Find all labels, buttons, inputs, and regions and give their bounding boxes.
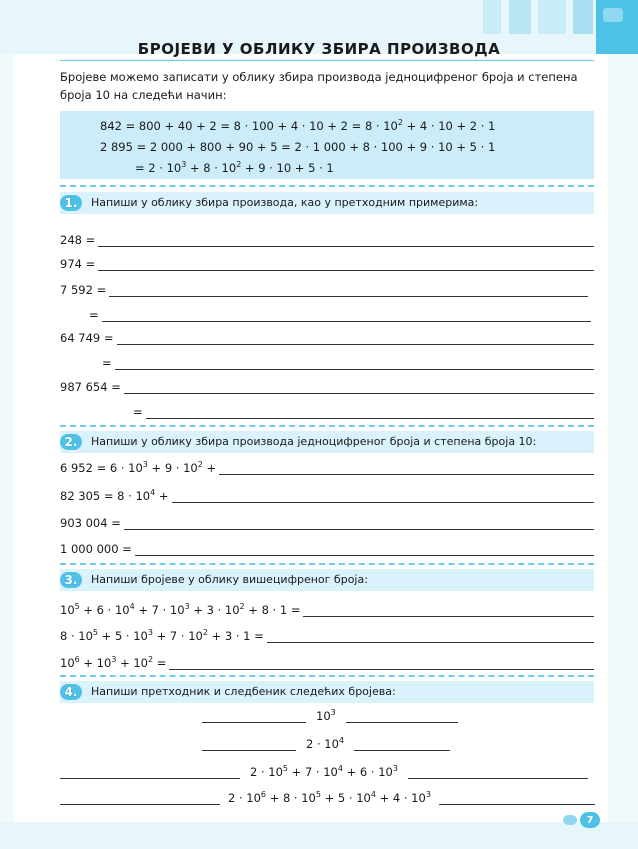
example-line-1: $842 = 800 + 40 + 2 = 8 \cdot 100 + 4 \cdot 10 + 2 = 8 \cdot 10^2 + 4 \cdot 10 + 2 \cdot 1$ (100, 118, 496, 133)
answer-line[interactable] (102, 309, 591, 322)
header-decoration (538, 0, 566, 34)
answer-line[interactable] (109, 284, 588, 297)
page-title: БРОЈЕВИ У ОБЛИКУ ЗБИРА ПРОИЗВОДА (137, 40, 501, 58)
answer-line[interactable] (135, 543, 594, 556)
header-decoration (483, 0, 501, 34)
answer-line[interactable] (146, 406, 594, 419)
intro-text: Бројеве можемо записати у облику збира производа једноцифреног броја и степена броја 10 на следећи начин: (60, 70, 578, 102)
successor-blank[interactable] (408, 766, 588, 779)
answer-line[interactable] (267, 630, 594, 643)
task-2-row: 6 $952 = 6 \cdot 10^3 + 9 \cdot 10^2$ + (60, 459, 594, 475)
task-1-instruction: Напиши у облику збира производа, као у претходним примерима: (91, 196, 479, 209)
task-1-row: = (102, 354, 594, 370)
task-1-row: 64 749 = (60, 329, 594, 345)
header-decoration (509, 0, 531, 34)
task-1-row: = (89, 306, 591, 322)
examples-panel (60, 111, 594, 179)
answer-line[interactable] (115, 357, 594, 370)
answer-line[interactable] (98, 258, 594, 271)
successor-blank[interactable] (439, 792, 595, 805)
task-3-instruction: Напиши бројеве у облику вишецифреног броја: (91, 573, 368, 586)
predecessor-blank[interactable] (202, 710, 306, 723)
answer-line[interactable] (169, 657, 594, 670)
task-1-row: 7 592 = (60, 281, 588, 297)
answer-line[interactable] (124, 517, 594, 530)
task-4-badge: 4. (60, 684, 82, 700)
task-1-row: 974 = (60, 255, 594, 271)
task-4-row: $10^3$ (202, 707, 458, 723)
header-decoration (573, 0, 593, 34)
left-margin-band (0, 54, 14, 844)
task-1-badge: 1. (60, 195, 82, 211)
task-3-row: $10^6 + 10^3 + 10^2$ = (60, 654, 594, 670)
task-1-row: = (133, 403, 594, 419)
predecessor-blank[interactable] (202, 738, 296, 751)
example-line-2: 2 895 = 2 000 + 800 + 90 + 5 = 2 · 1 000 + 8 · 100 + 9 · 10 + 5 · 1 (100, 140, 496, 154)
answer-line[interactable] (303, 604, 594, 617)
example-line-3: = $2 \cdot 10^3 + 8 \cdot 10^2 + 9 \cdot 10 + 5 \cdot 1$ (135, 160, 334, 175)
page-number: 7 (580, 812, 600, 828)
task-2-row: 903 004 = (60, 514, 594, 530)
answer-line[interactable] (117, 332, 594, 345)
task-4-instruction: Напиши претходник и следбеник следећих бројева: (91, 685, 396, 698)
right-margin-band (608, 54, 638, 844)
answer-line[interactable] (124, 381, 594, 394)
predecessor-blank[interactable] (60, 766, 240, 779)
answer-line[interactable] (98, 234, 594, 247)
section-divider (60, 185, 594, 187)
task-2-row: 82 $305 = 8 \cdot 10^4$ + (60, 487, 594, 503)
task-3-row: $10^5 + 6 \cdot 10^4 + 7 \cdot 10^3 + 3 \cdot 10^2 + 8 \cdot 1$ = (60, 601, 594, 617)
task-3-badge: 3. (60, 572, 82, 588)
header-decoration (603, 8, 623, 22)
section-divider (60, 563, 594, 565)
section-divider (60, 675, 594, 677)
predecessor-blank[interactable] (60, 792, 220, 805)
successor-blank[interactable] (346, 710, 458, 723)
task-2-instruction: Напиши у облику збира производа једноцифреног броја и степена броја 10: (91, 435, 537, 448)
title-divider (60, 60, 594, 61)
task-1-row: 987 654 = (60, 378, 594, 394)
footer-band (0, 822, 638, 849)
task-2-row: 1 000 000 = (60, 540, 594, 556)
task-4-row: $2 \cdot 10^6 + 8 \cdot 10^5 + 5 \cdot 10^4 + 4 \cdot 10^3$ (60, 789, 595, 805)
task-4-row: $2 \cdot 10^5 + 7 \cdot 10^4 + 6 \cdot 10^3$ (60, 763, 588, 779)
task-1-row: 248 = (60, 231, 594, 247)
task-4-row: $2 \cdot 10^4$ (202, 735, 450, 751)
successor-blank[interactable] (354, 738, 450, 751)
answer-line[interactable] (172, 490, 595, 503)
answer-line[interactable] (219, 462, 594, 475)
task-3-row: $8 \cdot 10^5 + 5 \cdot 10^3 + 7 \cdot 10^2 + 3 \cdot 1$ = (60, 627, 594, 643)
task-2-badge: 2. (60, 434, 82, 450)
page-number-decoration (563, 815, 577, 825)
section-divider (60, 425, 594, 427)
